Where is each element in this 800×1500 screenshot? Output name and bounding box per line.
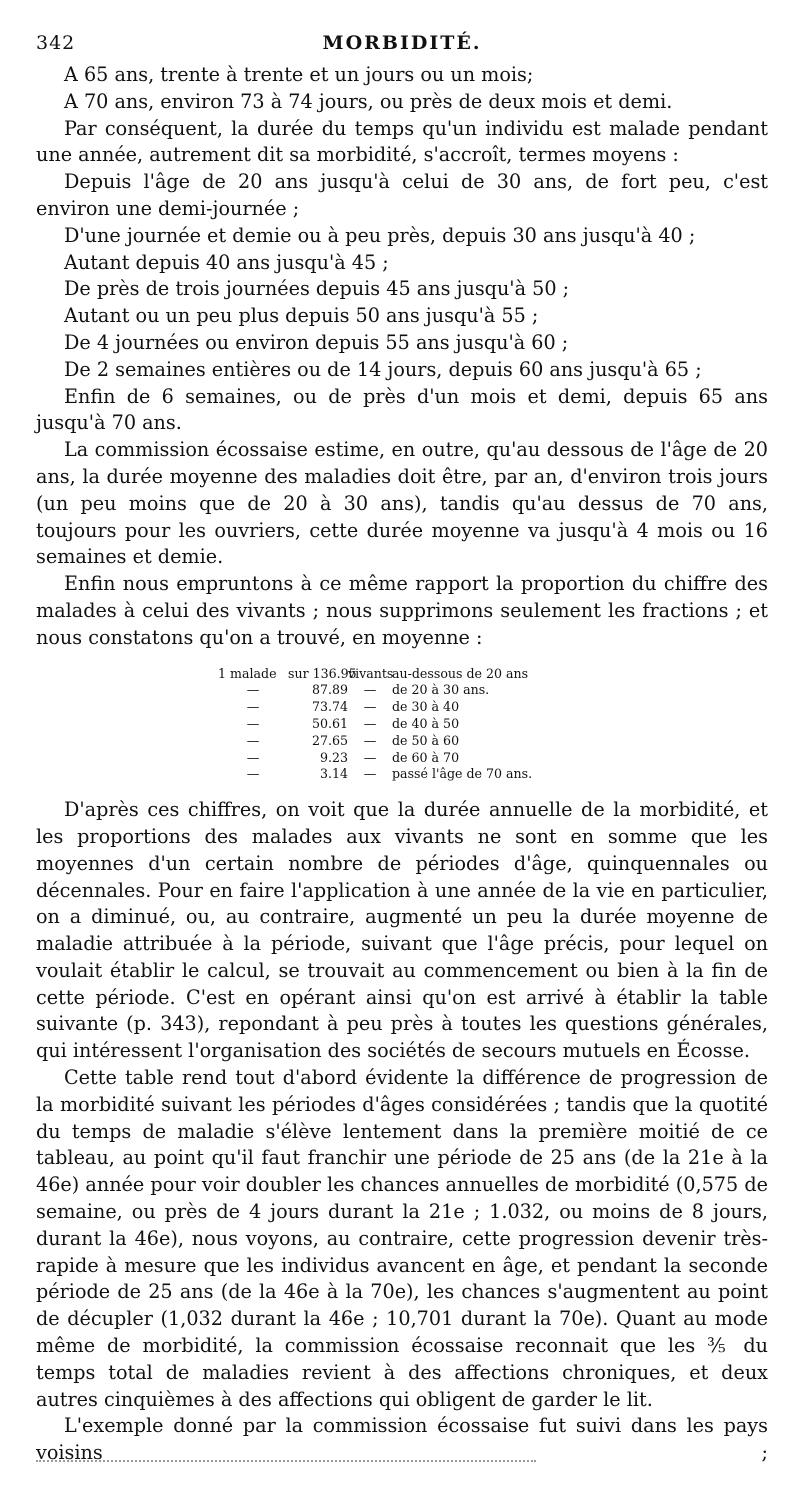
ratio-table <box>218 666 618 784</box>
text-paragraph: Depuis l'âge de 20 ans jusqu'à celui de 30 ans, de fort peu, c'est environ une demi-journée ; <box>36 170 768 220</box>
table-row <box>218 766 618 783</box>
table-cell: vivants <box>348 665 394 681</box>
table-cell: de 50 à 60 <box>392 732 460 748</box>
table-cell: sur 136.95 <box>288 665 357 681</box>
table-cell: — <box>363 682 377 698</box>
table-cell: — <box>363 766 377 782</box>
paragraph-after-table: D'après ces chiffres, on voit que la durée annuelle de la morbidité, et les proportions des malades aux vivants ne sont en somme que les moyennes d'un certain nombre de périodes d'âge, quinquennales ou décennales. Pour en faire l'application à une année de la vie en particulier, on a diminué, ou, au contraire, augmenté un peu la durée moyenne de maladie attribuée à la période, suivant que l'âge précis, pour lequel on voulait établir le calcul, se trouvait au commencement ou bien à la fin de cette période. C'est en opérant ainsi qu'on est arrivé à établir la table suivante (p. 343), repondant à peu près à toutes les questions générales, qui intéressent l'organisation des sociétés de secours mutuels en Écosse. <box>36 798 768 1063</box>
table-cell: de 30 à 40 <box>392 699 460 715</box>
text-paragraph: Par conséquent, la durée du temps qu'un individu est malade pendant une année, autrement dit sa morbidité, s'accroît, termes moyens : <box>36 116 768 167</box>
table-cell: 73.74 <box>311 699 348 715</box>
table-cell: — <box>363 732 377 748</box>
table-cell: au-dessous de 20 ans <box>392 665 529 681</box>
table-cell: de 60 à 70 <box>392 749 460 765</box>
text-line: De près de trois journées depuis 45 ans jusqu'à 50 ; <box>64 277 570 301</box>
table-cell: — <box>246 715 260 731</box>
table-cell: — <box>246 766 260 782</box>
page-header <box>36 28 768 62</box>
table-cell: — <box>246 732 260 748</box>
paragraph-intro-table: Enfin nous empruntons à ce même rapport la proportion du chiffre des malades à celui des vivants ; nous supprimons seulement les fractions ; et nous constatons qu'on a trouvé, en moyenne : <box>36 572 768 649</box>
text-line: A 65 ans, trente à trente et un jours ou un mois; <box>64 63 534 86</box>
table-row <box>218 750 618 767</box>
table-row <box>218 666 618 683</box>
table-cell: 9.23 <box>319 749 348 765</box>
table-cell: 50.61 <box>311 715 348 731</box>
table-cell: de 40 à 50 <box>392 715 460 731</box>
text-line: De 2 semaines entières ou de 14 jours, depuis 60 ans jusqu'à 65 ; <box>64 357 702 381</box>
table-row <box>218 682 618 699</box>
table-row <box>218 733 618 750</box>
table-cell: 27.65 <box>311 732 348 748</box>
text-line: D'une journée et demie ou à peu près, depuis 30 ans jusqu'à 40 ; <box>64 223 696 247</box>
page <box>36 28 768 1467</box>
paragraph-commission: La commission écossaise estime, en outre, qu'au dessous de l'âge de 20 ans, la durée moyenne des maladies doit être, par an, d'environ trois jours (un peu moins que de 20 à 30 ans), tandis qu'au dessus de 70 ans, toujours pour les ouvriers, cette durée moyenne va jusqu'à 4 mois ou 16 semaines et demie. <box>36 438 768 569</box>
table-row <box>218 699 618 716</box>
text-line: De 4 journées ou environ depuis 55 ans jusqu'à 60 ; <box>64 330 569 354</box>
table-cell: — <box>246 682 260 698</box>
paragraph-last: L'exemple donné par la commission écossaise fut suivi dans les pays voisins ; <box>36 1414 768 1465</box>
text-paragraph: Enfin de 6 semaines, ou de près d'un mois et demi, depuis 65 ans jusqu'à 70 ans. <box>36 384 768 435</box>
table-cell: passé l'âge de 70 ans. <box>392 766 533 782</box>
table-row <box>218 716 618 733</box>
table-cell: — <box>246 749 260 765</box>
table-cell: — <box>363 715 377 731</box>
footer-dotted-rule <box>36 1460 536 1462</box>
table-cell: 3.14 <box>319 766 348 782</box>
paragraph-progression: Cette table rend tout d'abord évidente la différence de progression de la morbidité suivant les périodes d'âges considérées ; tandis que la quotité du temps de maladie s'élève lentement dans la première moitié de ce tableau, au point qu'il faut franchir une période de 25 ans (de la 21e à la 46e) année pour voir doubler les chances annuelles de morbidité (0,575 de semaine, ou près de 4 jours durant la 21e ; 1.032, ou moins de 8 jours, durant la 46e), nous voyons, au contraire, cette progression devenir très-rapide à mesure que les individus avancent en âge, et pendant la seconde période de 25 ans (de la 46e à la 70e), les chances s'augmentent au point de décupler (1,032 durant la 46e ; 10,701 durant la 70e). Quant au mode même de morbidité, la commission écossaise reconnait que les ⅗ du temps total de maladies revient à des affections chroniques, et deux autres cinquièmes à des affections qui obligent de garder le lit. <box>36 1066 768 1411</box>
running-head: MORBIDITÉ. <box>322 32 482 54</box>
table-cell: — <box>363 749 377 765</box>
table-cell: 1 malade <box>218 665 277 681</box>
page-number: 342 <box>36 32 76 54</box>
table-cell: — <box>246 699 260 715</box>
table-cell: — <box>363 699 377 715</box>
table-cell: de 20 à 30 ans. <box>392 682 490 698</box>
text-line: Autant ou un peu plus depuis 50 ans jusqu'à 55 ; <box>64 304 539 328</box>
table-cell: 87.89 <box>311 682 348 698</box>
text-line: Autant depuis 40 ans jusqu'à 45 ; <box>64 250 389 274</box>
text-line: A 70 ans, environ 73 à 74 jours, ou près de deux mois et demi. <box>64 89 673 113</box>
